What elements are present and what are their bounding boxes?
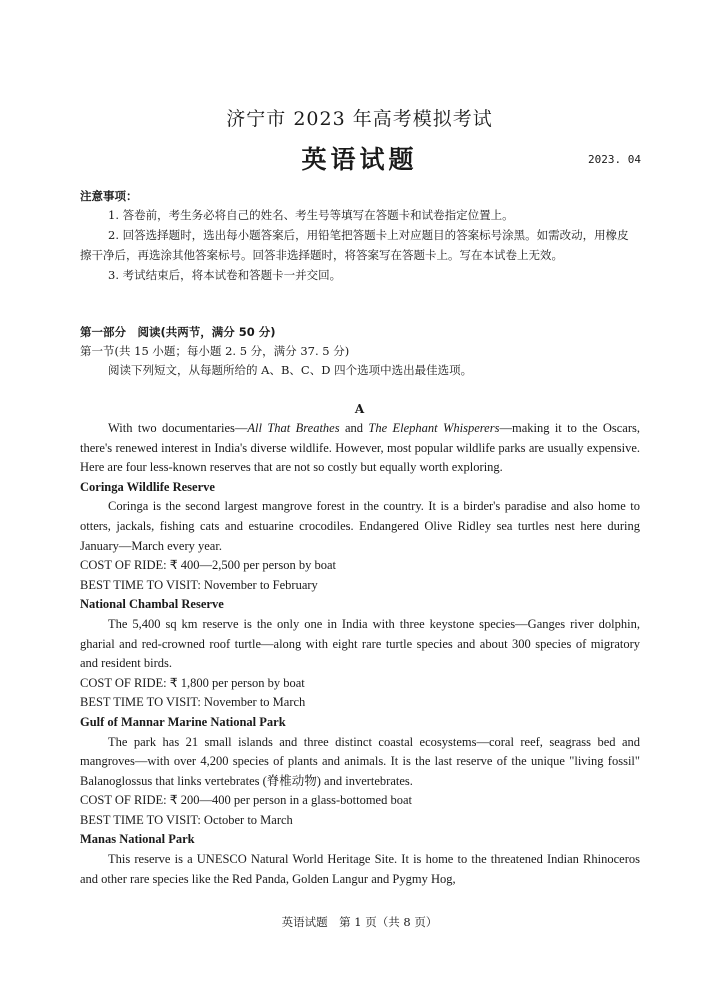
reserve-best-time: BEST TIME TO VISIT: November to March xyxy=(80,695,306,710)
documentary-title: The Elephant Whisperers xyxy=(368,421,500,435)
notice-item: 3. 考试结束后，将本试卷和答题卡一并交回。 xyxy=(108,268,342,282)
reserve-cost: COST OF RIDE: ₹ 1,800 per person by boat xyxy=(80,675,305,690)
reserve-best-time: BEST TIME TO VISIT: November to February xyxy=(80,577,318,592)
subject-title: 英语试题 xyxy=(301,145,418,174)
reserve-heading: Gulf of Mannar Marine National Park xyxy=(80,714,286,729)
section-title: 第一节(共 15 小题；每小题 2. 5 分，满分 37. 5 分) xyxy=(80,344,350,358)
part-title: 第一部分 阅读(共两节，满分 50 分) xyxy=(80,325,276,339)
notice-title: 注意事项： xyxy=(80,189,138,203)
intro-and: and xyxy=(339,421,369,435)
passage-intro xyxy=(80,419,640,478)
intro-suffix: —making it to the Oscars, there's renewed interest in India's diverse wildlife. However, most popular wildlife parks are usually expensive. Here are four less-known reserves that are not so costly but equally worth exploring. xyxy=(80,421,641,475)
section-instruction: 阅读下列短文，从每题所给的 A、B、C、D 四个选项中选出最佳选项。 xyxy=(108,363,473,377)
reserve-cost: COST OF RIDE: ₹ 400—2,500 per person by boat xyxy=(80,558,336,573)
reserve-description: The park has 21 small islands and three distinct coastal ecosystems—coral reef, seagrass bed and mangroves—with over 4,200 species of plants and animals. It is the last reserve of the unique "living fossil" Balanoglossus that links vertebrates (脊椎动物) and invertebrates. xyxy=(80,734,640,788)
page-footer: 英语试题 第 1 页（共 8 页） xyxy=(281,915,438,929)
reserve-description: This reserve is a UNESCO Natural World Heritage Site. It is home to the threatened Indian Rhinoceros and other rare species like the Red Panda, Golden Langur and Pygmy Hog, xyxy=(80,852,640,886)
passage-letter: A xyxy=(354,402,365,416)
reserve-heading: National Chambal Reserve xyxy=(80,597,224,612)
reserve-cost: COST OF RIDE: ₹ 200—400 per person in a glass-bottomed boat xyxy=(80,793,413,808)
documentary-title: All That Breathes xyxy=(247,421,340,435)
notice-item: 2. 回答选择题时，选出每小题答案后，用铅笔把答题卡上对应题目的答案标号涂黑。如需改动，用橡皮擦干净后，再选涂其他答案标号。回答非选择题时，将答案写在答题卡上。写在本试卷上无效。 xyxy=(80,228,629,262)
reserve-heading: Manas National Park xyxy=(80,832,195,847)
reserve-heading: Coringa Wildlife Reserve xyxy=(80,479,215,494)
exam-date: 2023. 04 xyxy=(588,153,641,166)
passage-body xyxy=(80,419,640,889)
reserve-best-time: BEST TIME TO VISIT: October to March xyxy=(80,812,293,827)
notice-list xyxy=(80,205,640,285)
reserve-description: The 5,400 sq km reserve is the only one in India with three keystone species—Ganges river dolphin, gharial and red-crowned roof turtle—along with eight rare turtle species and about 300 species of migratory and resident birds. xyxy=(80,616,640,671)
exam-title: 济宁市 2023 年高考模拟考试 xyxy=(226,108,493,130)
reserve-description: Coringa is the second largest mangrove forest in the country. It is a birder's paradise and also home to otters, jackals, fishing cats and estuarine crocodiles. Endangered Olive Ridley sea turtles nest here during January—March every year. xyxy=(80,499,640,553)
notice-item: 1. 答卷前，考生务必将自己的姓名、考生号等填写在答题卡和试卷指定位置上。 xyxy=(108,208,514,222)
intro-prefix: With two documentaries— xyxy=(108,421,248,435)
